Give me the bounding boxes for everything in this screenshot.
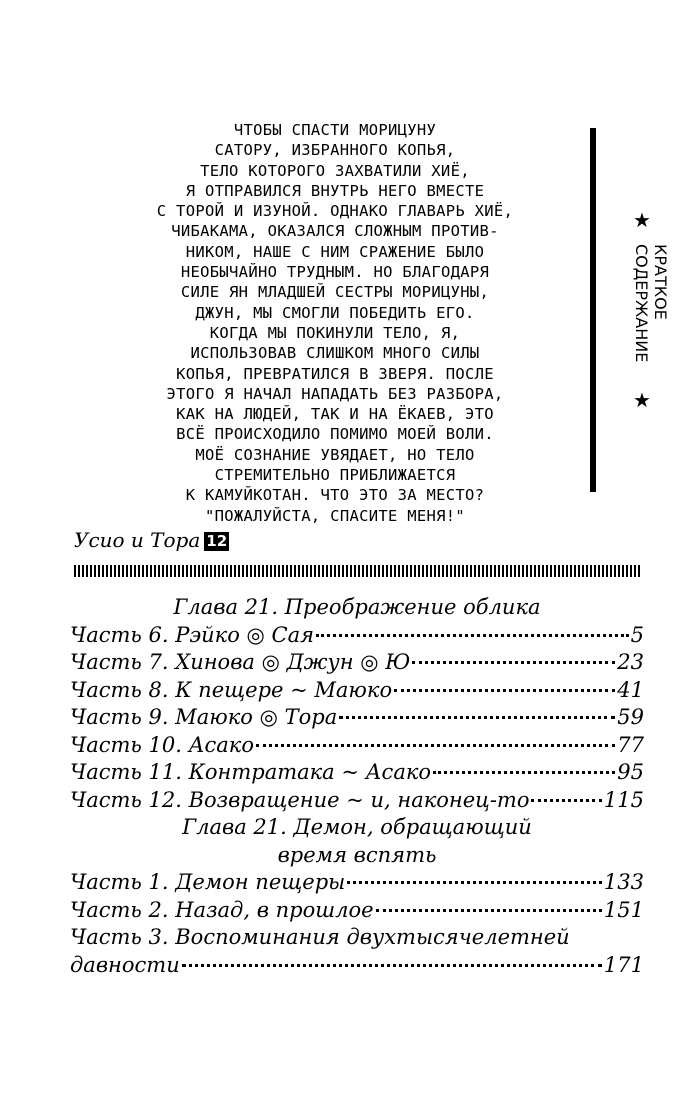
toc-entry-page: 95 [617,760,644,784]
dot-leader [182,964,602,967]
toc-entry [70,952,644,980]
summary-line: ВСЁ ПРОИСХОДИЛО ПОМИМО МОЕЙ ВОЛИ. [176,425,494,444]
toc-entry-title: давности [70,952,180,977]
toc-entry-page: 115 [603,787,644,812]
summary-line: СТРЕМИТЕЛЬНО ПРИБЛИЖАЕТСЯ [214,466,456,485]
star-icon: ★ [633,388,651,412]
toc-entry [70,622,644,650]
summary-line: МОЁ СОЗНАНИЕ УВЯДАЕТ, НО ТЕЛО [195,445,475,464]
toc-entry-title: Часть 2. Назад, в прошлое [70,897,374,922]
toc-entry-page: 59 [617,705,644,729]
summary-line: ТЕЛО КОТОРОГО ЗАХВАТИЛИ ХИЁ, [200,161,470,180]
dot-leader [531,799,601,802]
toc-entry [70,677,644,705]
summary-line: КОПЬЯ, ПРЕВРАТИЛСЯ В ЗВЕРЯ. ПОСЛЕ [176,364,494,383]
dot-leader [394,689,615,692]
summary-line: ЧТОБЫ СПАСТИ МОРИЦУНУ [233,121,437,139]
summary-line: К КАМУЙКОТАН. ЧТО ЭТО ЗА МЕСТО? [185,486,485,505]
side-title-text [632,244,670,362]
toc-entry-page: 151 [603,897,644,922]
chapter-heading: время вспять [277,842,437,867]
toc-entry-title: Часть 12. Возвращение ~ и, наконец-то [70,787,530,812]
toc-entry-page: 41 [617,677,644,702]
summary-text [80,120,590,526]
toc-entry [70,649,644,677]
toc-entry [70,924,644,952]
toc-entry-title: Часть 10. Асако [70,732,254,757]
chapter-heading: Глава 21. Преображение облика [173,595,541,619]
summary-line: НЕОБЫЧАЙНО ТРУДНЫМ. НО БЛАГОДАРЯ [180,263,490,282]
dot-leader [347,881,602,884]
side-title-line: СОДЕРЖАНИЕ [632,244,651,363]
vertical-divider [590,128,596,492]
summary-line: КАК НА ЛЮДЕЙ, ТАК И НА ЁКАЕВ, ЭТО [176,405,494,424]
toc-entry-title: Часть 7. Хинова ◎ Джун ◎ Ю [70,650,411,674]
table-of-contents [70,594,644,979]
toc-entry-title: Часть 8. К пещере ~ Маюко [70,677,393,702]
toc-entry [70,704,644,732]
toc-entry-page: 23 [617,650,644,674]
dot-leader [339,716,615,719]
dot-leader [316,634,629,637]
dot-leader [433,771,615,774]
toc-entry [70,787,644,815]
star-icon: ★ [633,208,651,232]
toc-entry [70,732,644,760]
summary-line: НИКОМ, НАШЕ С НИМ СРАЖЕНИЕ БЫЛО [185,242,485,261]
summary-line: "ПОЖАЛУЙСТА, СПАСИТЕ МЕНЯ!" [204,506,466,525]
dot-leader [412,661,615,664]
hatched-divider [74,565,640,577]
side-title-line: КРАТКОЕ [651,244,670,320]
dot-leader [256,744,615,747]
summary-line: САТОРУ, ИЗБРАННОГО КОПЬЯ, [214,141,456,160]
toc-entry [70,897,644,925]
toc-entry-title: Часть 9. Маюко ◎ Тора [70,705,338,729]
toc-entry-page: 77 [617,732,644,757]
toc-entry-title: Часть 11. Контратака ~ Асако [70,760,432,784]
summary-line: ЭТОГО Я НАЧАЛ НАПАДАТЬ БЕЗ РАЗБОРА, [166,384,504,403]
toc-entry-page: 171 [603,952,644,977]
volume-badge: 12 [206,532,228,550]
toc-entry-title: Часть 6. Рэйко ◎ Сая [70,622,315,647]
toc-entry-page: 5 [630,622,644,647]
toc-entry-title: Часть 1. Демон пещеры [70,870,346,894]
summary-line: ДЖУН, МЫ СМОГЛИ ПОБЕДИТЬ ЕГО. [195,303,475,322]
summary-line: ЧИБАКАМА, ОКАЗАЛСЯ СЛОЖНЫМ ПРОТИВ- [171,222,499,241]
toc-entry [70,759,644,787]
summary-line: СИЛЕ ЯН МЛАДШЕЙ СЕСТРЫ МОРИЦУНЫ, [180,283,490,302]
toc-entry-page: 133 [603,870,644,894]
chapter-heading: Глава 21. Демон, обращающий [182,815,532,839]
summary-line: Я ОТПРАВИЛСЯ ВНУТРЬ НЕГО ВМЕСТЕ [185,181,485,200]
dot-leader [376,909,602,912]
series-name: Усио и Тора [74,528,201,552]
side-title [628,210,668,410]
toc-entry-title: Часть 3. Воспоминания двухтысячелетней [70,925,570,949]
summary-line: ИСПОЛЬЗОВАВ СЛИШКОМ МНОГО СИЛЫ [190,344,480,363]
toc-entry [70,869,644,897]
series-title [74,528,229,552]
summary-line: С ТОРОЙ И ИЗУНОЙ. ОДНАКО ГЛАВАРЬ ХИЁ, [156,202,514,221]
summary-line: КОГДА МЫ ПОКИНУЛИ ТЕЛО, Я, [209,323,461,342]
